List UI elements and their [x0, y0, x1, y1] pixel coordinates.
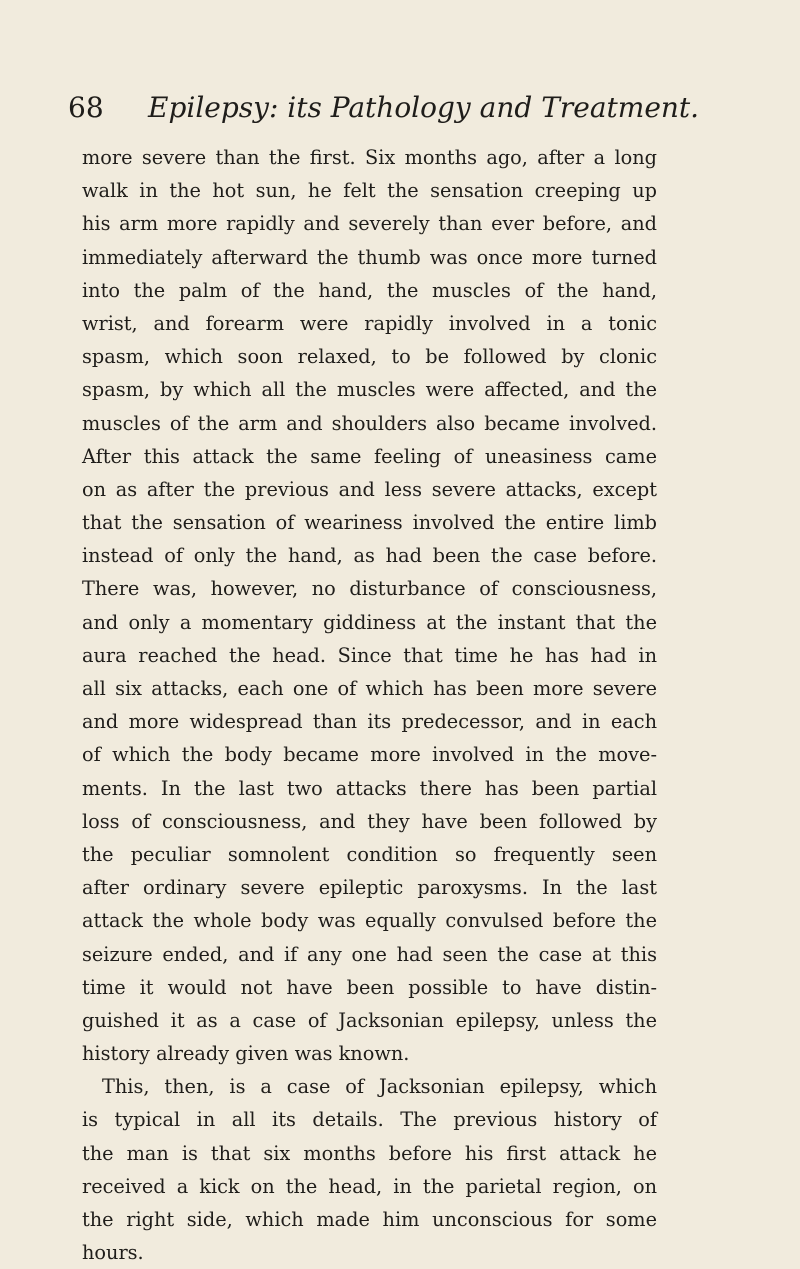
page-number: 68	[68, 91, 104, 124]
text-line: into the palm of the hand, the muscles of the hand,	[82, 278, 657, 302]
text-line: ments. In the last two attacks there has been partial	[82, 776, 657, 800]
text-line: after ordinary severe epileptic paroxysms. In the last	[82, 876, 657, 900]
text-line: of which the body became more involved in the move-	[82, 743, 657, 767]
text-line: history already given was known.	[82, 1042, 410, 1066]
text-line: time it would not have been possible to have distin-	[82, 975, 657, 999]
text-line: immediately afterward the thumb was once more turned	[82, 245, 657, 269]
text-line: instead of only the hand, as had been the case before.	[82, 544, 657, 568]
text-line: attack the whole body was equally convulsed before the	[82, 909, 657, 933]
text-line: After this attack the same feeling of uneasiness came	[82, 444, 657, 468]
text-line: spasm, by which all the muscles were affected, and the	[82, 378, 657, 402]
running-head	[68, 88, 700, 128]
text-line: the right side, which made him unconscious for some	[82, 1208, 657, 1231]
text-line: the peculiar somnolent condition so frequently seen	[82, 842, 657, 866]
text-line: There was, however, no disturbance of consciousness,	[82, 577, 657, 601]
text-line: spasm, which soon relaxed, to be followed by clonic	[82, 345, 657, 369]
text-line: his arm more rapidly and severely than ever before, and	[82, 212, 657, 236]
text-line: guished it as a case of Jacksonian epilepsy, unless the	[82, 1008, 657, 1032]
text-line: seizure ended, and if any one had seen the case at this	[82, 942, 657, 966]
text-line: on as after the previous and less severe attacks, except	[82, 477, 657, 501]
text-line: that the sensation of weariness involved the entire limb	[82, 511, 657, 535]
running-title: Epilepsy: its Pathology and Treatment.	[148, 91, 700, 124]
body-text	[82, 141, 657, 1269]
text-line: received a kick on the head, in the parietal region, on	[82, 1174, 657, 1198]
text-line: This, then, is a case of Jacksonian epilepsy, which	[102, 1075, 657, 1099]
text-line: muscles of the arm and shoulders also became involved.	[82, 411, 657, 435]
text-line: and more widespread than its predecessor, and in each	[82, 710, 657, 734]
text-line: loss of consciousness, and they have been followed by	[82, 809, 657, 833]
text-line: wrist, and forearm were rapidly involved in a tonic	[82, 311, 657, 335]
text-line: aura reached the head. Since that time he has had in	[82, 643, 657, 667]
text-line: hours.	[82, 1241, 144, 1265]
text-line: and only a momentary giddiness at the instant that the	[82, 610, 657, 634]
text-line: more severe than the first. Six months ago, after a long	[82, 146, 657, 169]
text-line: is typical in all its details. The previous history of	[82, 1108, 657, 1132]
text-line: walk in the hot sun, he felt the sensation creeping up	[82, 179, 657, 203]
text-line: the man is that six months before his first attack he	[82, 1141, 657, 1165]
text-line: all six attacks, each one of which has been more severe	[82, 677, 657, 700]
